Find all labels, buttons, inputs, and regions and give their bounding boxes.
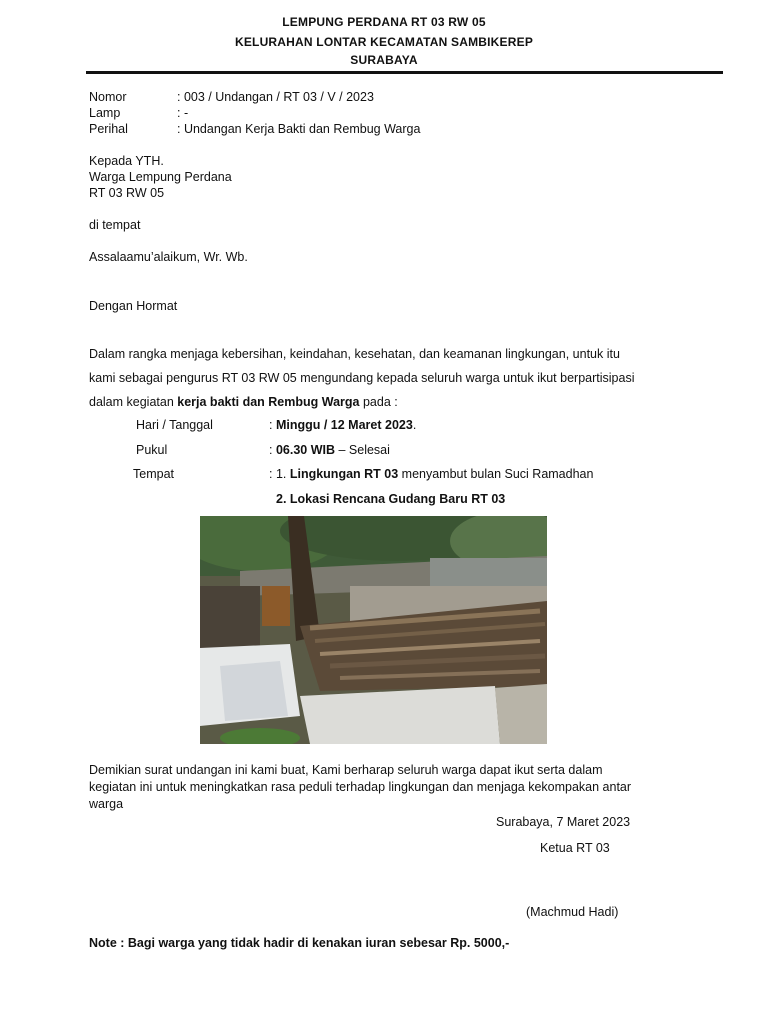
- recipient-line-1: Kepada YTH.: [89, 154, 164, 168]
- perihal-value: : Undangan Kerja Bakti dan Rembug Warga: [177, 122, 421, 136]
- signatory-role: Ketua RT 03: [540, 841, 610, 855]
- salutation: Dengan Hormat: [89, 299, 178, 313]
- time-rest: – Selesai: [335, 443, 390, 457]
- place-1-location: Lingkungan RT 03: [289, 467, 399, 481]
- lamp-label: Lamp: [89, 106, 121, 120]
- body-line-3-pre: dalam kegiatan: [89, 395, 178, 409]
- nomor-value: : 003 / Undangan / RT 03 / V / 2023: [177, 90, 374, 104]
- body-line-1: Dalam rangka menjaga kebersihan, keindahan, kesehatan, dan keamanan lingkungan, untuk itu: [89, 347, 620, 361]
- perihal-label: Perihal: [89, 122, 128, 136]
- day-colon: :: [269, 418, 276, 432]
- body-line-3: [89, 395, 398, 409]
- day-end: .: [412, 418, 417, 432]
- letterhead-line-1: LEMPUNG PERDANA RT 03 RW 05: [282, 15, 486, 29]
- time-value: [269, 443, 390, 457]
- lamp-value: : -: [177, 106, 189, 120]
- note: Note : Bagi warga yang tidak hadir di kenakan iuran sebesar Rp. 5000,-: [89, 936, 510, 950]
- recipient-place: di tempat: [89, 218, 141, 232]
- place-1-pre: : 1.: [269, 467, 290, 481]
- place-label: Tempat: [133, 467, 174, 481]
- letterhead-line-3: SURABAYA: [350, 53, 418, 67]
- place-1-rest: menyambut bulan Suci Ramadhan: [398, 467, 594, 481]
- place-date: Surabaya, 7 Maret 2023: [496, 815, 631, 829]
- place-1: [269, 467, 593, 481]
- recipient-line-2: Warga Lempung Perdana: [89, 170, 232, 184]
- nomor-label: Nomor: [89, 90, 127, 104]
- letterhead-divider: [86, 71, 723, 74]
- day-label: Hari / Tanggal: [136, 418, 213, 432]
- day-value: [269, 418, 416, 432]
- closing-line-3: warga: [89, 797, 124, 811]
- event-name: kerja bakti dan Rembug Warga: [177, 395, 360, 409]
- letterhead-line-2: KELURAHAN LONTAR KECAMATAN SAMBIKEREP: [234, 35, 534, 49]
- place-2: 2. Lokasi Rencana Gudang Baru RT 03: [276, 492, 506, 506]
- site-photo: [200, 516, 547, 744]
- signatory-name: (Machmud Hadi): [526, 905, 619, 919]
- greeting: Assalaamu’alaikum, Wr. Wb.: [89, 250, 248, 264]
- time-start: 06.30 WIB: [275, 443, 336, 457]
- time-colon: :: [269, 443, 276, 457]
- time-label: Pukul: [136, 443, 168, 457]
- recipient-line-3: RT 03 RW 05: [89, 186, 165, 200]
- closing-line-1: Demikian surat undangan ini kami buat, Kami berharap seluruh warga dapat ikut serta dalam: [89, 763, 603, 777]
- body-line-3-post: pada :: [359, 395, 398, 409]
- day-date: Minggu / 12 Maret 2023: [275, 418, 413, 432]
- body-line-2: kami sebagai pengurus RT 03 RW 05 mengundang kepada seluruh warga untuk ikut berpartisipasi: [89, 371, 635, 385]
- closing-line-2: kegiatan ini untuk meningkatkan rasa peduli terhadap lingkungan dan menjaga kekompakan antar: [89, 780, 632, 794]
